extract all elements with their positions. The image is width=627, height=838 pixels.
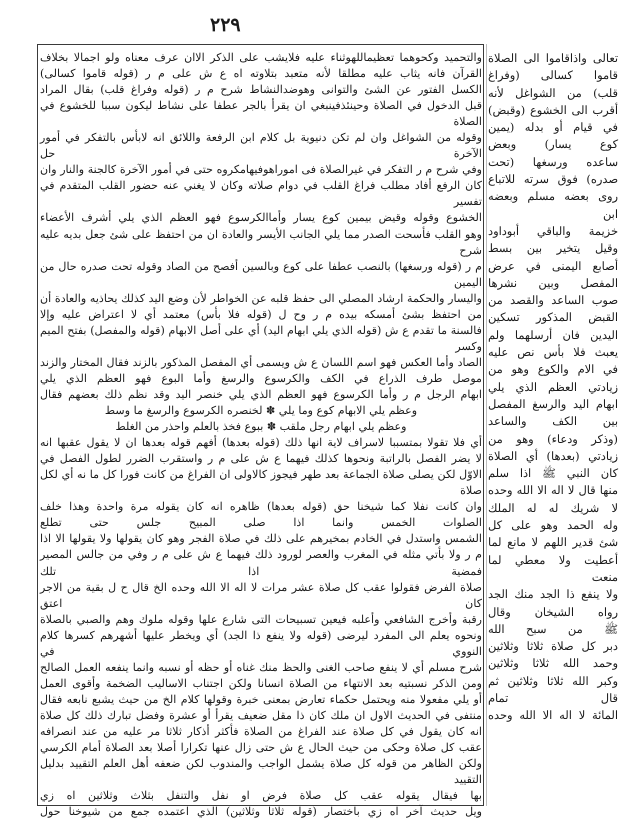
commentary-line: ولكن الظاهر من قوله كل صلاة يشمل الواجب والمندوب لكن ضعفه أهل العلم التقييد بدليل التقييد [40,757,482,787]
matn-line: يعبث فلا بأس نص عليه [488,345,618,360]
commentary-line: والتحميد وكحوهما تعظيماللهوثناء عليه فلايشب على الذكر الاان عرف معناه ولو اجمالا بخلاف [40,51,482,64]
commentary-line: فالسنة ما تقدم ع ش (قوله الذي يلي ابهام اليد) أي على أصل الابهام (قوله والمفصل) بفتح الميم وكسر [40,323,482,353]
matn-line: تعالى واذاقاموا الى الصلاة [488,51,618,65]
commentary-line: عقب كل صلاة وحكى من حيث الحال ع ش حتى زال عنها تكرارا أصلا بعد الصلاة أمام الكرسي [40,741,482,755]
commentary-line: ونحوه يعلم الى المفرد ليرضى (قوله ولا ينفع ذا الجد) أي ويخطر عليها أشهرهم كسرها كلام النووي في [40,628,482,658]
commentary-line: شرح مسلم أي لا ينفع صاحب الغنى والحظ منك غناه أو حظه أو نسبه وانما ينفعه العمل الصالح [40,660,482,674]
commentary-line: من احتفظ بشئ أمسكه بيده م ر وح ل (قوله فلا بأس) معتمد أي لا اعتراض عليه وإلا [40,307,482,321]
matn-line: أصابع اليمنى في عرض [488,258,618,273]
matn-line: أعطيت ولا معطي لما منعت [488,552,618,584]
commentary-line: الكسل الفتور عن الشئ والتوانى وهوضدالنشاط شرح م ر (قوله وفراغ قلب) بقال المراد [40,83,482,97]
commentary-line: القرآن فانه يثاب عليه مطلقا لأنه متعبد بتلاوته اه ع ش على م ر (قوله قاموا كسالى) [40,67,482,81]
commentary-line: الخشوع وقوله وقيض بيمين كوع يسار وأماالكرسوع فهو العظم الذي يلي أشرف الأعضاء [40,211,482,225]
matn-line: المفصل وبين نشرها [488,275,618,290]
commentary-line: أو يلي مفعولا منه ويحتمل حكماء تعارض بمعنى خبرة وقولها كلام الخ من حيث يشبع نابعه فقال [40,692,482,706]
commentary-line: ويل حديث آخر اه زي باختصار (قوله ثلاثا وثلاثين) الذي اعتمده جمع من شيوخنا حول [40,805,482,819]
commentary-line: الاوّل لكن يصلى صلاة الجماعة بعد طهر فيجوز كالاولى ان الفراغ من كانت فورا كل ما نه أي لكل صلاة [40,468,482,498]
matn-line: شئ قدير اللهم لا مانع لما [488,535,618,550]
matn-line: روى بعضه مسلم وبعضه ابن [488,189,618,221]
commentary-line: وعظم يلي الابهام كوع وما يلي ✽ لخنصره الكرسوع والرسغ ما وسط [104,404,418,418]
matn-line: بين الكف والساعد [488,414,618,429]
commentary-line: لا يضر الفصل بالراتبة ونحوها كذلك فيهما ع ش على م ر واستقرب الضرر لطول الفصل في [40,452,482,466]
commentary-line: صلاة الفرض فقولوا عقب كل صلاة عشر مرات لا اله الا الله وحده الخ قال ح ل بقية من الاجر كان اعتق [40,580,482,610]
matn-line: قاموا كسالى (وفراغ [488,68,618,83]
matn-line: في قيام أو بدله (يمين [488,120,618,135]
matn-line: ولا ينفع ذا الجد منك الجد [488,587,618,602]
commentary-line: كان الرفع أفاد مطلب فراغ القلب في دوام صلاته وكان لا يغني عنه حضور القلب المتقدم في تفسير [40,179,482,209]
commentary-line: رقبة وأخرج الشافعي وأعلبه فيعين تسبيحات التى شارع علها وقوله ملوك وهم والصبي بالصلاة [40,612,482,626]
commentary-line: قبل الدخول في الصلاة وحينئذفينبغي ان يقرأ بالجر عطفا على نشاط ليكون سببا للخشوع في الصلاة [40,99,482,129]
matn-line: زيادتي العظم الذي يلي [488,379,618,394]
matn-line: منها قال لا اله الا الله وحده [488,483,618,498]
matn-line: وقيل يتخير بين بسط [488,241,618,256]
commentary-line: الصاد وأما العكس فهو اسم اللسان ع ش ويسمى أي المفصل المذكور بالزند فقال المختار والزند [40,355,482,369]
matn-line: في الام والكوع وهو من [488,362,618,377]
commentary-line: منتفى في الحديث الاول ان ملك كان ذا مقل ضعيف يقرأ أو عشرة وفضل تبارك ذلك كل صلاة [40,708,482,722]
commentary-column [40,50,482,819]
matn-line: المائة لا اله الا الله وحده [488,708,618,723]
matn-line: كان النبي ﷺ اذا سلم [488,466,618,481]
commentary-line: الصلوات الخمس وانما اذا صلى المبيح جلس حتى تطلع [40,516,482,530]
matn-line: دبر كل صلاة ثلاثا وثلاثين [488,639,618,654]
matn-line: وحمد الله ثلاثا وثلاثين [488,656,618,671]
commentary-line: موصل طرف الذراع في الكف والكرسوع والرسغ وأما البوع فهو العظم الذي يلي [40,371,482,385]
matn-line: وله الحمد وهو على كل [488,518,618,533]
commentary-line: أي فلا تقولا بمتسببا لاسراف لاية انها ذلك (قوله بعدها) أفهم قوله بعدها ان لا يقول عقبها انه [40,436,482,450]
page-number: ٢٢٩ [210,14,241,36]
commentary-line: م ر ولا بأتي مثله في المغرب والعصر لورود ذلك فيهما ع ش على م ر وفي من جالس المصير فمضية اذا تلك [40,548,482,578]
commentary-line: الشمس واستدل في الخادم بمخيرهم على ذلك في صلاة الفجر وهو كان يقولها ولا يقولها الا اذا [40,532,482,546]
matn-line: اليدين فان أرسلهما ولم [488,327,618,342]
matn-line: صوب الساعد والقصد من [488,293,618,308]
matn-line: رواه الشيخان وقال [488,604,618,619]
matn-line: خزيمة والباقي أبوداود [488,223,618,238]
commentary-line: وعظم يلي ابهام رجل ملقب ✽ ببوع فخذ بالعلم واحذر من الغلط [115,420,407,434]
commentary-line: وهو القلب فأسحت الصدر مما يلي الجانب الأيسر والعادة ان من احتفظ على شئ جعل بديه عليه شرح [40,227,482,257]
commentary-line: وان كانت نفلا كما شيخنا حق (قوله بعدها) ظاهره انه كان يقوله مرة واحدة وهذا خلف [40,500,482,514]
commentary-line: انه كان يقول في كل صلاة عند الفراغ من الصلاة فأكثر أذكار ثلاثا مر عليه من عند انصرافه [40,724,482,738]
matn-line: كوع يسار) وبعض [488,137,618,152]
commentary-line: م ر (قوله ورسغها) بالنصب عطفا على كوع وبالسين أفصح من الصاد وقوله تحت صدره حال من اليمين [40,259,482,289]
matn-line: قلب) من الشواغل لأنه [488,85,618,100]
matn-line: ساعده ورسغها (تحت [488,154,618,169]
commentary-line: ابهام الرجل م ر وأما الكرسوع فهو العظم الذي يلي خنصر اليد وقد نظم ذلك بعضهم فقال [40,387,482,401]
commentary-line: وفي شرح م ر التفكر في غيرالصلاة فى اموراهوفيهامكروه حتى في أمور الآخرة كالجنة والنار وان [40,163,482,177]
commentary-line: وقوله من الشواغل وان لم تكن دنيوية بل كلام ابن الرفعة واللائق انه لابأس بالتفكر في أمور الآخرة حل [40,131,482,161]
matn-line: وكبر الله ثلاثا وثلاثين ثم قال تمام [488,673,618,705]
matn-line: ابهام اليد والرسغ المفصل [488,396,618,411]
column-divider [486,44,487,806]
matn-line: زيادتي (بعدها) أي الصلاة [488,448,618,463]
commentary-line: ومن الذكر نسبتيه بعد الانتهاء من الصلاة انسانا ولكن اجتناب الاساليب الضخمة وأقوى العمل [40,676,482,690]
matn-line: القبض المذكور تسكين [488,310,618,325]
commentary-line: بها فيقال يقوله عقب كل صلاة فرض او نفل والتنفل بثلاث وثلاثين اه زي [40,789,482,803]
matn-line: (وذكر ودعاء) وهو من [488,431,618,446]
matn-line: صدره) فوق سرته للاتباع [488,172,618,187]
matn-line: أقرب الى الخشوع (وقبض) [488,102,618,117]
matn-line: لا شريك له له الملك [488,500,618,515]
matn-line: ﷺ من سبح الله [488,621,618,636]
commentary-line: واليسار والحكمة ارشاد المصلي الى حفظ قلبه عن الخواطر لأن وضع اليد كذلك يحاذيه والعادة أن [40,291,482,305]
matn-column [488,50,618,830]
